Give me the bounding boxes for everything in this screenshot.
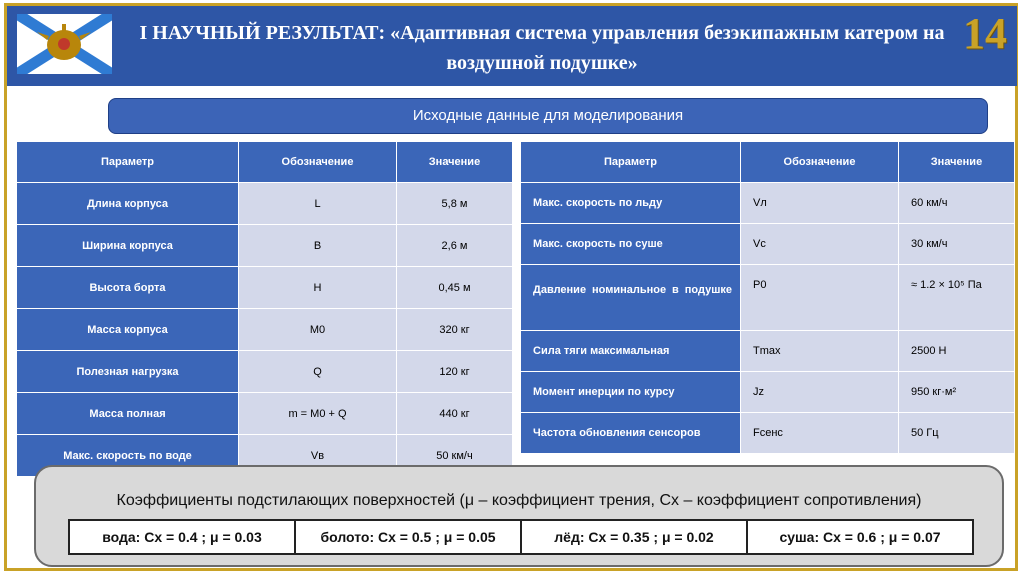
parameter-name: Полезная нагрузка — [17, 351, 239, 393]
parameter-name: Масса корпуса — [17, 309, 239, 351]
parameter-symbol: P0 — [741, 265, 899, 331]
surface-coefficients-panel — [34, 465, 1004, 567]
coefficient-land: суша: Cx = 0.6 ; μ = 0.07 — [779, 529, 941, 545]
parameter-name: Частота обновления сенсоров — [521, 413, 741, 454]
parameter-name: Момент инерции по курсу — [521, 372, 741, 413]
column-header-symbol: Обозначение — [239, 142, 397, 183]
parameter-name — [521, 265, 741, 331]
table-row — [17, 309, 513, 351]
parameter-name: Макс. скорость по суше — [521, 224, 741, 265]
parameter-value: 950 кг·м² — [899, 372, 1015, 413]
table-row — [521, 224, 1015, 265]
table-row — [521, 265, 1015, 331]
parameter-name: Макс. скорость по воде — [17, 435, 239, 477]
page-number: 14 — [963, 9, 1007, 58]
slide-header — [7, 6, 1017, 86]
coefficient-water: вода: Cx = 0.4 ; μ = 0.03 — [70, 521, 296, 553]
table-row — [521, 372, 1015, 413]
table-row — [17, 351, 513, 393]
parameter-value: 50 км/ч — [397, 435, 513, 477]
parameter-value: 2500 Н — [899, 331, 1015, 372]
table-row — [521, 413, 1015, 454]
coefficient-ice: лёд: Cx = 0.35 ; μ = 0.02 — [522, 521, 748, 553]
table-row — [17, 267, 513, 309]
parameter-symbol: L — [239, 183, 397, 225]
table-row — [521, 331, 1015, 372]
parameter-name: Высота борта — [17, 267, 239, 309]
table-header-row — [17, 142, 513, 183]
table-row — [17, 393, 513, 435]
parameter-name: Сила тяги максимальная — [521, 331, 741, 372]
parameter-symbol: Fсенс — [741, 413, 899, 454]
parameter-value: 5,8 м — [397, 183, 513, 225]
parameter-symbol: Vв — [239, 435, 397, 477]
column-header-value: Значение — [397, 142, 513, 183]
parameter-value: 120 кг — [397, 351, 513, 393]
parameter-value: 0,45 м — [397, 267, 513, 309]
parameter-symbol: Jz — [741, 372, 899, 413]
parameter-value: 50 Гц — [899, 413, 1015, 454]
table-row — [17, 183, 513, 225]
parameter-value: 30 км/ч — [899, 224, 1015, 265]
coefficient-swamp: болото: Cx = 0.5 ; μ = 0.05 — [296, 521, 522, 553]
parameter-name: Длина корпуса — [17, 183, 239, 225]
parameter-symbol: B — [239, 225, 397, 267]
parameter-value: 440 кг — [397, 393, 513, 435]
naval-flag-emblem-icon — [17, 14, 112, 74]
parameter-name: Масса полная — [17, 393, 239, 435]
parameter-name: Макс. скорость по льду — [521, 183, 741, 224]
column-header-parameter: Параметр — [17, 142, 239, 183]
parameter-symbol: Vл — [741, 183, 899, 224]
column-header-parameter: Параметр — [521, 142, 741, 183]
parameter-symbol: Q — [239, 351, 397, 393]
parameter-symbol: Tmax — [741, 331, 899, 372]
column-header-symbol: Обозначение — [741, 142, 899, 183]
parameters-table-left — [16, 141, 513, 477]
parameter-name: Ширина корпуса — [17, 225, 239, 267]
parameter-symbol: Vc — [741, 224, 899, 265]
parameter-symbol: m = M0 + Q — [239, 393, 397, 435]
table-row — [521, 183, 1015, 224]
parameters-table-right — [520, 141, 1015, 454]
section-title: Исходные данные для моделирования — [108, 98, 988, 134]
slide-title: I НАУЧНЫЙ РЕЗУЛЬТАТ: «Адаптивная система управления безэкипажным катером на воздушной подушке» — [139, 22, 945, 74]
parameter-value: 2,6 м — [397, 225, 513, 267]
coefficients-title: Коэффициенты подстилающих поверхностей (μ – коэффициент трения, Cx – коэффициент сопротивления) — [116, 492, 922, 509]
table-row — [17, 225, 513, 267]
column-header-value: Значение — [899, 142, 1015, 183]
parameter-value: 320 кг — [397, 309, 513, 351]
table-header-row — [521, 142, 1015, 183]
parameter-symbol: M0 — [239, 309, 397, 351]
coefficients-row — [68, 519, 974, 555]
parameter-symbol: H — [239, 267, 397, 309]
parameter-value: 60 км/ч — [899, 183, 1015, 224]
parameter-value: ≈ 1.2 × 10⁵ Па — [899, 265, 1015, 331]
parameter-name-text: Давление номинальное в подушке — [533, 284, 732, 296]
